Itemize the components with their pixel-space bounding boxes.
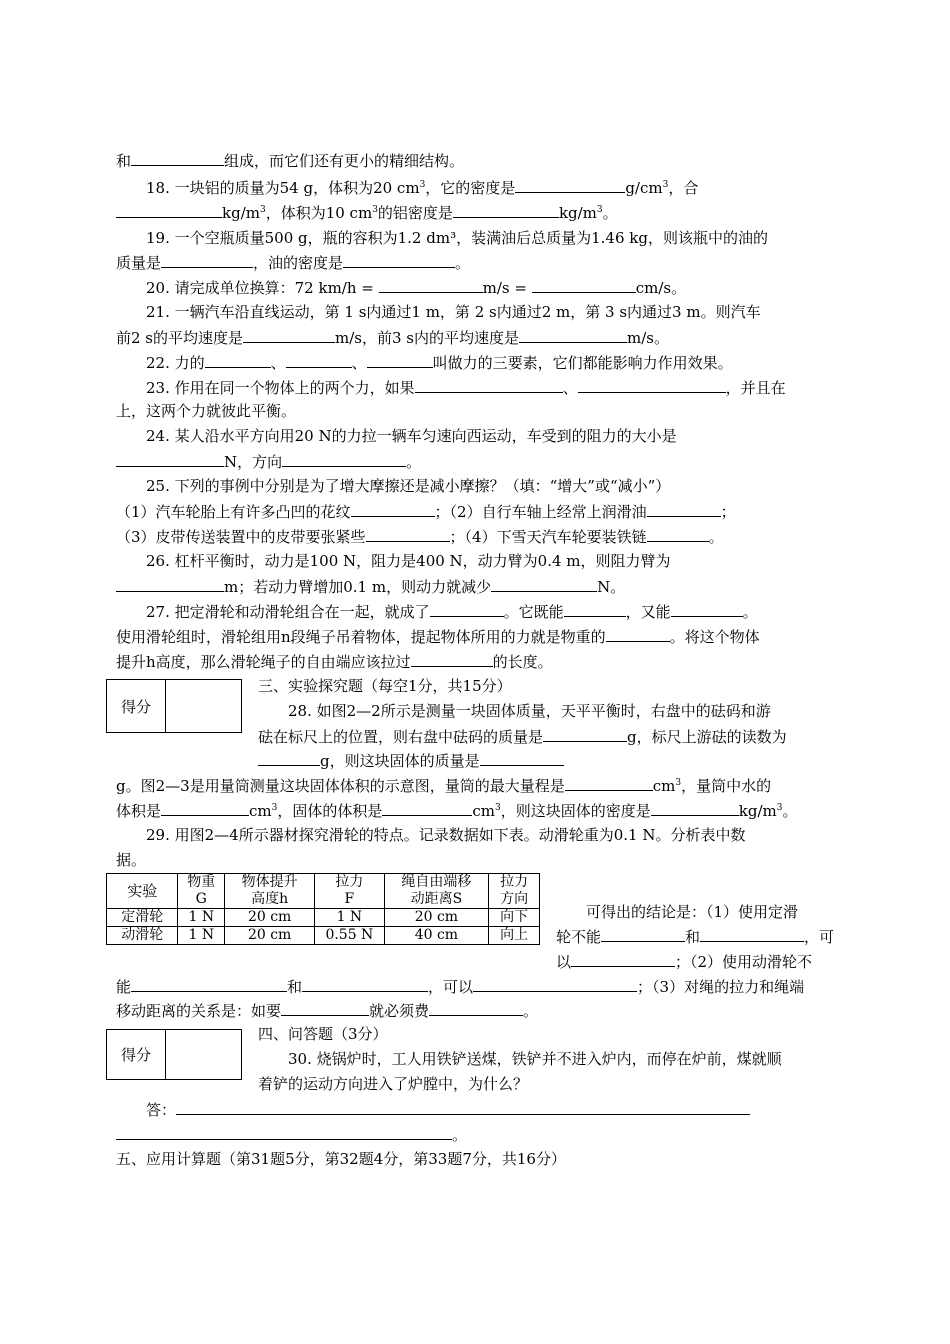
section5-title: 五、应用计算题（第31题5分，第32题4分，第33题7分，共16分）: [116, 1150, 566, 1168]
table-cell: 1 N: [178, 909, 225, 927]
q18-line2: $kg/m^3$，体积为10 $cm^3$的铝密度是 $kg/m^3$。: [116, 202, 618, 223]
q18-blank-2[interactable]: [116, 202, 222, 218]
pulley-data-table: [106, 873, 540, 945]
q25-line3: （3）皮带传送装置中的皮带要张紧些 ；（4）下雪天汽车轮要装铁链 。: [116, 528, 724, 546]
q24-blank-2[interactable]: [282, 451, 406, 467]
score-cell[interactable]: [166, 1030, 241, 1079]
table-row: [107, 909, 540, 927]
q29-blank-7[interactable]: [281, 1000, 369, 1016]
score-label: 得分: [107, 680, 166, 732]
q27-blank-2[interactable]: [564, 601, 626, 617]
q22-blank-3[interactable]: [367, 352, 433, 368]
q27-blank-4[interactable]: [606, 626, 670, 642]
q29-right-line2: 轮不能 和 ，可: [556, 928, 835, 946]
table-header-cell: 绳自由端移 动距离S: [384, 874, 489, 909]
q27-blank-5[interactable]: [411, 651, 493, 667]
table-cell: 20 cm: [225, 909, 315, 927]
q28-blank-2[interactable]: [258, 750, 320, 766]
q28-blank-3[interactable]: [480, 750, 564, 766]
q21-line2: 前2 s的平均速度是 m/s，前3 s内的平均速度是 m/s。: [116, 329, 669, 347]
q20-line: 20. 请完成单位换算：72 km/h = m/s = cm/s。: [146, 279, 687, 297]
table-cell: 20 cm: [384, 909, 489, 927]
q25-blank-2[interactable]: [647, 501, 721, 517]
score-box-section4: [106, 1029, 242, 1080]
q20-blank-1[interactable]: [379, 277, 483, 293]
table-header-cell: 拉力 F: [315, 874, 384, 909]
q29-blank-5[interactable]: [302, 976, 428, 992]
q29-blank-2[interactable]: [700, 926, 804, 942]
q26-line2: m；若动力臂增加0.1 m，则动力就减少 N。: [116, 576, 625, 597]
q28-line3: g，则这块固体的质量是: [258, 750, 564, 771]
q21-line1: 21. 一辆汽车沿直线运动，第 1 s内通过1 m，第 2 s内通过2 m，第 3 s内通过3 m。则汽车: [146, 303, 761, 321]
q25-blank-1[interactable]: [351, 501, 435, 517]
q29-blank-6[interactable]: [473, 976, 637, 992]
q27-blank-1[interactable]: [430, 601, 504, 617]
q23-line2: 上，这两个力就彼此平衡。: [116, 402, 297, 420]
table-cell: 定滑轮: [107, 909, 178, 927]
score-box-section3: [106, 679, 242, 733]
table-cell: 1 N: [315, 909, 384, 927]
q28-line1: 28. 如图2—2所示是测量一块固体质量，天平平衡时，右盘中的砝码和游: [288, 702, 771, 720]
table-header-cell: 实验: [107, 874, 178, 909]
q29-right-line3: 以 ；（2）使用动滑轮不: [556, 953, 813, 971]
q23-blank-2[interactable]: [578, 377, 726, 393]
table-header-cell: 物重 G: [178, 874, 225, 909]
table-cell: 40 cm: [384, 927, 489, 945]
table-cell: 向上: [489, 927, 540, 945]
q30-answer-line1: 答：: [146, 1099, 750, 1120]
q28-blank-4[interactable]: [565, 775, 653, 791]
q26-blank-1[interactable]: [116, 576, 224, 592]
q30-line2: 着铲的运动方向进入了炉膛中，为什么？: [258, 1075, 529, 1093]
q27-line1: 27. 把定滑轮和动滑轮组合在一起，就成了 。它既能 ，又能 。: [146, 603, 758, 621]
q29-line1: 29. 用图2—4所示器材探究滑轮的特点。记录数据如下表。动滑轮重为0.1 N。分析表中数: [146, 826, 746, 844]
score-label: 得分: [107, 1030, 166, 1079]
q24-line2: N，方向 。: [116, 451, 421, 472]
q28-line4: g。图2—3是用量筒测量这块固体体积的示意图，量筒的最大量程是 $cm^3$，量筒中水的: [116, 777, 772, 795]
q18-line1: 18. 一块铝的质量为54 g，体积为20 $cm^3$，它的密度是 $g/cm^3$，合: [146, 179, 699, 197]
q28-blank-6[interactable]: [382, 800, 472, 816]
q28-line5: 体积是 $cm^3$，固体的体积是 $cm^3$，则这块固体的密度是 $kg/m^3$。: [116, 802, 798, 820]
q27-line3: 提升h高度，那么滑轮绳子的自由端应该拉过 的长度。: [116, 653, 553, 671]
q23-line1: 23. 作用在同一个物体上的两个力，如果 、 ，并且在: [146, 379, 786, 397]
q19-line2: 质量是 ，油的密度是 。: [116, 254, 471, 272]
q19-line1: 19. 一个空瓶质量500 g，瓶的容积为1.2 dm³，装满油后总质量为1.46 kg，则该瓶中的油的: [146, 229, 768, 247]
q18-blank-3[interactable]: [453, 202, 559, 218]
table-row: [107, 927, 540, 945]
q29-blank-4[interactable]: [131, 976, 287, 992]
q22-line: 22. 力的 、 、 叫做力的三要素，它们都能影响力作用效果。: [146, 354, 733, 372]
q24-line1: 24. 某人沿水平方向用20 N的力拉一辆车匀速向西运动，车受到的阻力的大小是: [146, 427, 677, 445]
table-cell: 动滑轮: [107, 927, 178, 945]
table-header-cell: 物体提升 高度h: [225, 874, 315, 909]
score-cell[interactable]: [166, 680, 241, 732]
q30-line1: 30. 烧锅炉时，工人用铁铲送煤，铁铲并不进入炉内，而停在炉前，煤就顺: [288, 1050, 782, 1068]
section3-title: 三、实验探究题（每空1分，共15分）: [258, 677, 512, 695]
q22-blank-1[interactable]: [205, 352, 271, 368]
q26-blank-2[interactable]: [491, 576, 597, 592]
q30-answer-blank-2[interactable]: [116, 1124, 452, 1140]
q30-answer-line2: 。: [116, 1124, 467, 1145]
q17-line: 和 组成，而它们还有更小的精细结构。: [116, 152, 465, 170]
q28-blank-5[interactable]: [161, 800, 249, 816]
table-cell: 1 N: [178, 927, 225, 945]
q25-blank-4[interactable]: [647, 526, 709, 542]
table-cell: 20 cm: [225, 927, 315, 945]
table-cell: 0.55 N: [315, 927, 384, 945]
q19-blank-1[interactable]: [161, 252, 253, 268]
q29-blank-8[interactable]: [429, 1000, 523, 1016]
q25-line2: （1）汽车轮胎上有许多凸凹的花纹 ；（2）自行车轴上经常上润滑油 ；: [116, 503, 736, 521]
q29-line2: 据。: [116, 851, 147, 869]
q18-blank-1[interactable]: [515, 177, 625, 193]
q28-line2: 砝在标尺上的位置，则右盘中砝码的质量是 g，标尺上游砝的读数为: [258, 728, 787, 746]
q20-blank-2[interactable]: [532, 277, 636, 293]
q25-line1: 25. 下列的事例中分别是为了增大摩擦还是减小摩擦？（填：“增大”或“减小”）: [146, 477, 671, 495]
q30-answer-blank-1[interactable]: [176, 1099, 750, 1115]
table-header-cell: 拉力 方向: [489, 874, 540, 909]
q17-blank[interactable]: [131, 150, 224, 166]
q29-line5: 移动距离的关系是：如要 就必须费 。: [116, 1002, 539, 1020]
q23-blank-1[interactable]: [415, 377, 563, 393]
q29-line4: 能 和 ，可以 ；（3）对绳的拉力和绳端: [116, 978, 805, 996]
table-header-row: [107, 874, 540, 909]
q26-line1: 26. 杠杆平衡时，动力是100 N，阻力是400 N，动力臂为0.4 m，则阻力臂为: [146, 552, 671, 570]
q24-blank-1[interactable]: [116, 451, 224, 467]
q29-blank-3[interactable]: [571, 951, 675, 967]
table-cell: 向下: [489, 909, 540, 927]
q21-blank-2[interactable]: [519, 327, 627, 343]
q27-blank-3[interactable]: [671, 601, 743, 617]
q22-blank-2[interactable]: [286, 352, 352, 368]
q29-right-line1: 可得出的结论是：（1）使用定滑: [586, 903, 799, 921]
q21-blank-1[interactable]: [243, 327, 335, 343]
q28-blank-7[interactable]: [651, 800, 739, 816]
q28-blank-1[interactable]: [543, 726, 627, 742]
section4-title: 四、问答题（3分）: [258, 1025, 388, 1043]
q27-line2: 使用滑轮组时，滑轮组用n段绳子吊着物体，提起物体所用的力就是物重的 。将这个物体: [116, 628, 760, 646]
q25-blank-3[interactable]: [366, 526, 450, 542]
q19-blank-2[interactable]: [343, 252, 455, 268]
q29-blank-1[interactable]: [601, 926, 685, 942]
